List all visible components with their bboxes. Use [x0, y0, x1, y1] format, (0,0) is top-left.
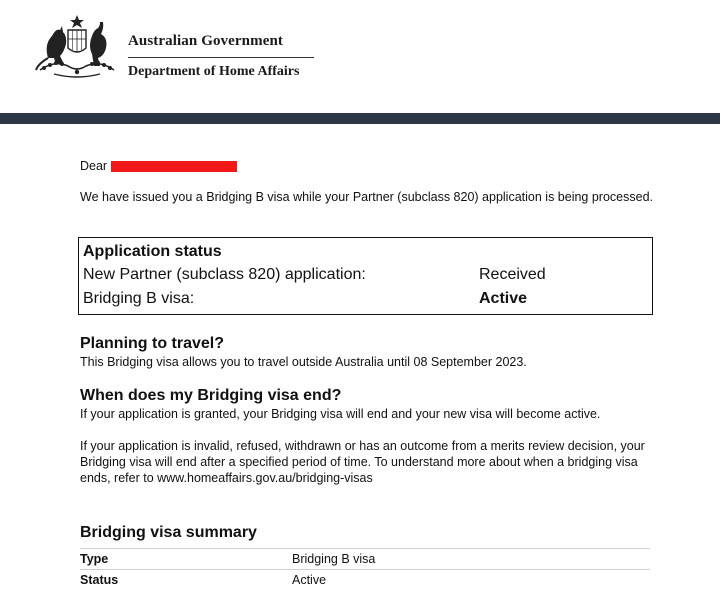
redacted-name — [111, 161, 237, 172]
letter-body — [80, 158, 660, 205]
summary-label: Type — [80, 552, 109, 566]
summary-value: Bridging B visa — [292, 552, 376, 566]
status-value: Received — [479, 266, 546, 283]
status-value: Active — [479, 290, 528, 307]
header-band — [0, 113, 720, 124]
summary-row — [80, 569, 650, 590]
government-name: Australian Government — [128, 33, 284, 49]
visa-end-heading: When does my Bridging visa end? — [80, 387, 342, 404]
status-title: Application status — [83, 243, 222, 260]
branding-divider — [128, 57, 314, 58]
status-label: New Partner (subclass 820) application: — [83, 266, 366, 283]
status-row — [83, 287, 648, 311]
government-branding — [128, 33, 314, 80]
travel-text: This Bridging visa allows you to travel outside Australia until 08 September 2023. — [80, 355, 527, 369]
application-status-box — [78, 237, 653, 315]
visa-end-paragraph-2: If your application is invalid, refused, withdrawn or has an outcome from a merits review decision, your Bridging visa will end after a specified period of time. To understand more about when a bridging visa ends, refer to www.homeaffairs.gov.au/bridging-visas — [80, 439, 645, 485]
visa-summary — [80, 523, 650, 590]
coat-of-arms-icon — [34, 14, 120, 80]
travel-section — [80, 334, 660, 370]
summary-value: Active — [292, 573, 327, 587]
summary-heading: Bridging visa summary — [80, 524, 257, 541]
status-label: Bridging B visa: — [83, 290, 195, 307]
intro-paragraph: We have issued you a Bridging B visa while your Partner (subclass 820) application is being processed. — [80, 190, 653, 204]
travel-heading: Planning to travel? — [80, 335, 225, 352]
salutation — [80, 158, 660, 174]
visa-end-section — [80, 386, 660, 486]
summary-row — [80, 548, 650, 569]
salutation-text: Dear — [80, 159, 108, 173]
department-name: Department of Home Affairs — [128, 64, 300, 79]
summary-label: Status — [80, 573, 119, 587]
letterhead — [0, 0, 720, 113]
visa-end-paragraph-1: If your application is granted, your Bridging visa will end and your new visa will become active. — [80, 407, 601, 421]
status-row — [83, 263, 648, 287]
